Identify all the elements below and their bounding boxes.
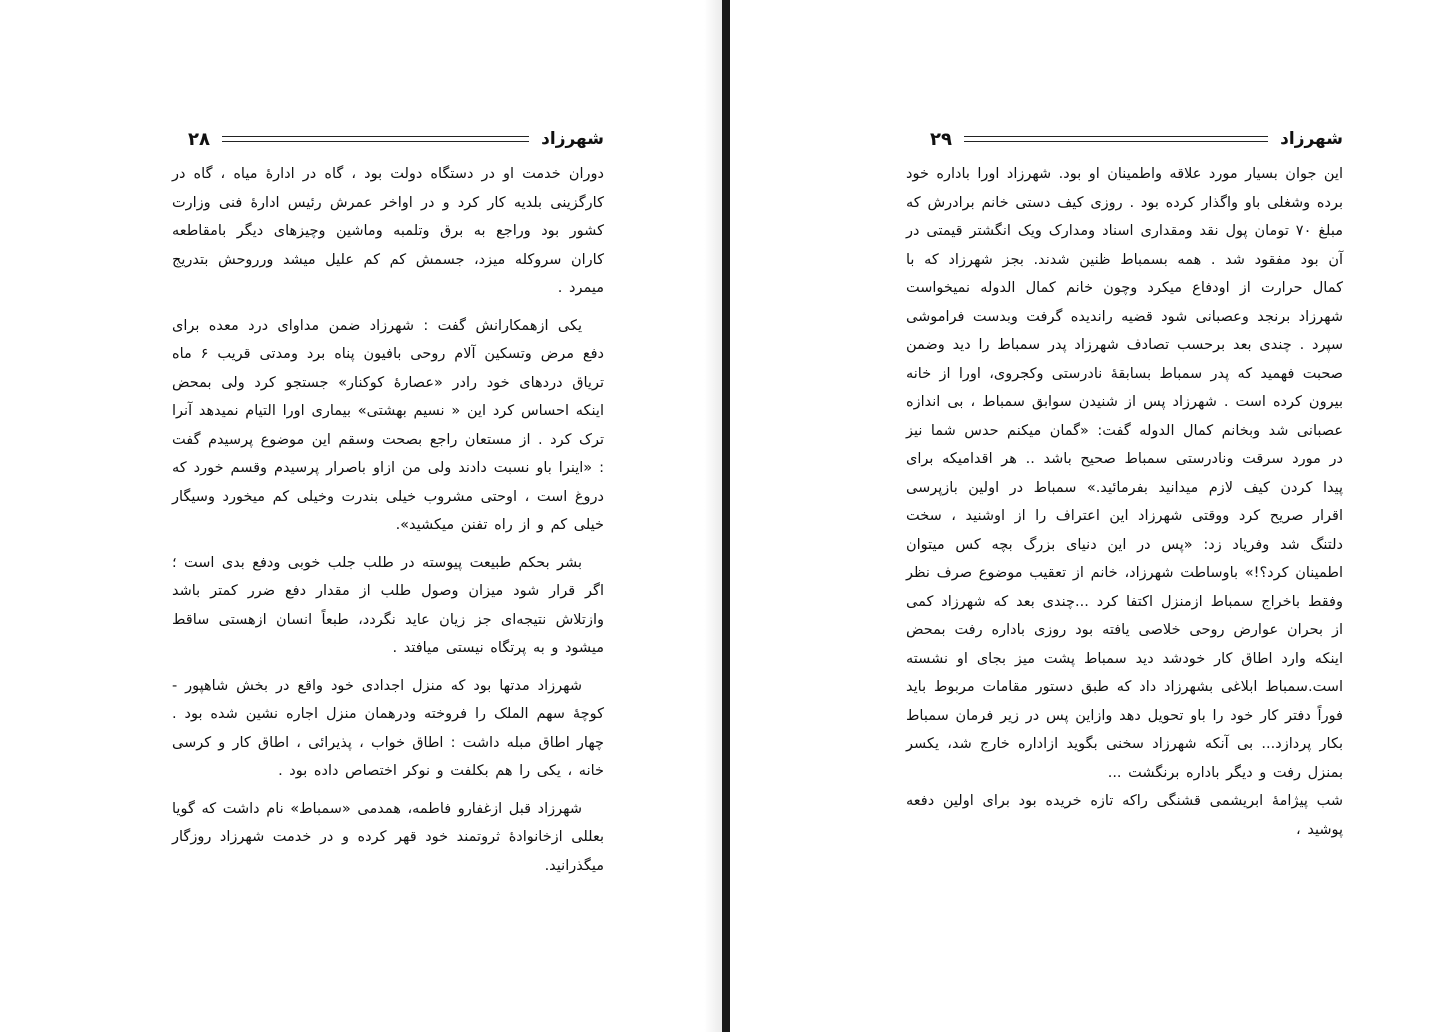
paragraph: دوران خدمت او در دستگاه دولت بود ، گاه در ادارهٔ میاه ، گاه در کارگزینی بلدیه کار کرد و در اواخر عمرش رئیس ادارهٔ فنی وزارت کشور بود وراجع به برق وتلمبه وماشین وچیزهای دیگر بامقاطعه کاران سروکله میزد، جسمش کم کم علیل میشد ورروحش بتدریج میمرد . xyxy=(172,166,604,296)
left-page-body xyxy=(172,160,604,880)
paragraph: بشر بحکم طبیعت پیوسته در طلب جلب خوبی ودفع بدی است ؛ اگر قرار شود میزان وصول طلب از مقدار دفع ضرر کمتر باشد وازتلاش نتیجه‌ای جز زیان عاید نگردد، طبعاً انسان ازهستی ساقط میشود و به پرتگاه نیستی میافتد . xyxy=(172,554,604,656)
left-page-header xyxy=(188,124,604,154)
page-gutter-shadow xyxy=(704,0,722,1032)
right-page-body xyxy=(906,160,1343,844)
running-title: شهرزاد xyxy=(1280,129,1343,149)
paragraph: این جوان بسیار مورد علاقه واطمینان او بود. شهرزاد اورا باداره خود برده وشغلی باو واگذار کرده بود . روزی کیف دستی خانم برادرش که مبلغ ۷۰ تومان پول نقد ومقداری اسناد ومدارک ویک انگشتر قیمتی در آن بود مفقود شد . همه بسمباط ظنین شدند. بجز شهرزاد که با کمال حرارت از اودفاع میکرد وچون خانم کمال الدوله نمیخواست شهرزاد برنجد وعصبانی شود قضیه راندیده گرفت وبدست فراموشی سپرد . چندی بعد برحسب تصادف شهرزاد پدر سمباط را دید وضمن صحبت فهمید که پدر سمباط بسابقهٔ نادرستی وکجروی، اورا از خانه بیرون کرده است . شهرزاد پس از شنیدن سوابق سمباط ، بی اندازه عصبانی شد وبخانم کمال الدوله گفت: «گمان میکنم حدس شما نیز در مورد سرقت ونادرستی سمباط صحیح باشد .. هر اقدامیکه برای پیدا کردن کیف لازم میدانید بفرمائید.» سمباط در اولین بازپرسی اقرار صریح کرد ووقتی شهرزاد این اعتراف را از اوشنید ، سخت دلتنگ شد وفریاد زد: «پس در این دنیای بزرگ بچه کس میتوان اطمینان کرد؟!» باوساطت شهرزاد، خانم از تعقیب موضوع صرف نظر وفقط باخراج سمباط ازمنزل اکتفا کرد ...چندی بعد که شهرزاد کمی از بحران عوارض روحی خلاصی یافته بود روزی باداره رفت بمحض اینکه وارد اطاق کار خودشد دید سمباط پشت میز بجای او نشسته است.سمباط ابلاغی بشهرزاد داد که طبق دستور مقامات مربوط باید فوراً دفتر کار خود را باو تحویل دهد وازاین پس در زیر فرمان سمباط بکار پردازد... بی آنکه شهرزاد سخنی بگوید ازاداره خارج شد، یکسر بمنزل رفت و دیگر باداره برنگشت ... xyxy=(906,166,1343,781)
paragraph: شهرزاد قبل ازغفارو فاطمه، همدمی «سمباط» نام داشت که گویا بعللی ازخانوادهٔ ثروتمند خود قهر کرده و در خدمت شهرزاد روزگار میگذرانید. xyxy=(172,800,604,874)
paragraph: یکی ازهمکارانش گفت : شهرزاد ضمن مداوای درد معده برای دفع مرض وتسکین آلام روحی بافیون پناه برد ومدتی قریب ۶ ماه تریاق دردهای خود رادر «عصارهٔ کوکنار» جستجو کرد ولی بمحض اینکه احساس کرد این « نسیم بهشتی» بیماری اورا التیام نمیدهد آنرا ترک کرد . از مستعان راجع بصحت وسقم این موضوع پرسیدم گفت : «اینرا باو نسبت دادند ولی من ازاو باصرار پرسیدم وقسم خورد که دروغ است ، اوحتی مشروب خیلی بندرت وخیلی کم میخورد وسیگار خیلی کم و از راه تفنن میکشید». xyxy=(172,317,604,533)
page-number: ۲۸ xyxy=(188,128,210,150)
right-page xyxy=(730,0,1453,1032)
running-title: شهرزاد xyxy=(541,129,604,149)
page-number: ۲۹ xyxy=(930,128,952,150)
paragraph: شب پیژامهٔ ابریشمی قشنگی راکه تازه خریده بود برای اولین دفعه پوشید ، xyxy=(906,793,1343,838)
right-page-header xyxy=(930,124,1343,154)
left-page xyxy=(0,0,726,1032)
header-rule xyxy=(964,136,1268,142)
paragraph: شهرزاد مدتها بود که منزل اجدادی خود واقع در بخش شاهپور - کوچهٔ سهم الملک را فروخته ودرهمان منزل اجاره نشین شده بود . چهار اطاق مبله داشت : اطاق خواب ، پذیرائی ، اطاق کار و کرسی خانه ، یکی را هم بکلفت و نوکر اختصاص داده بود . xyxy=(172,677,604,779)
header-rule xyxy=(222,136,529,142)
